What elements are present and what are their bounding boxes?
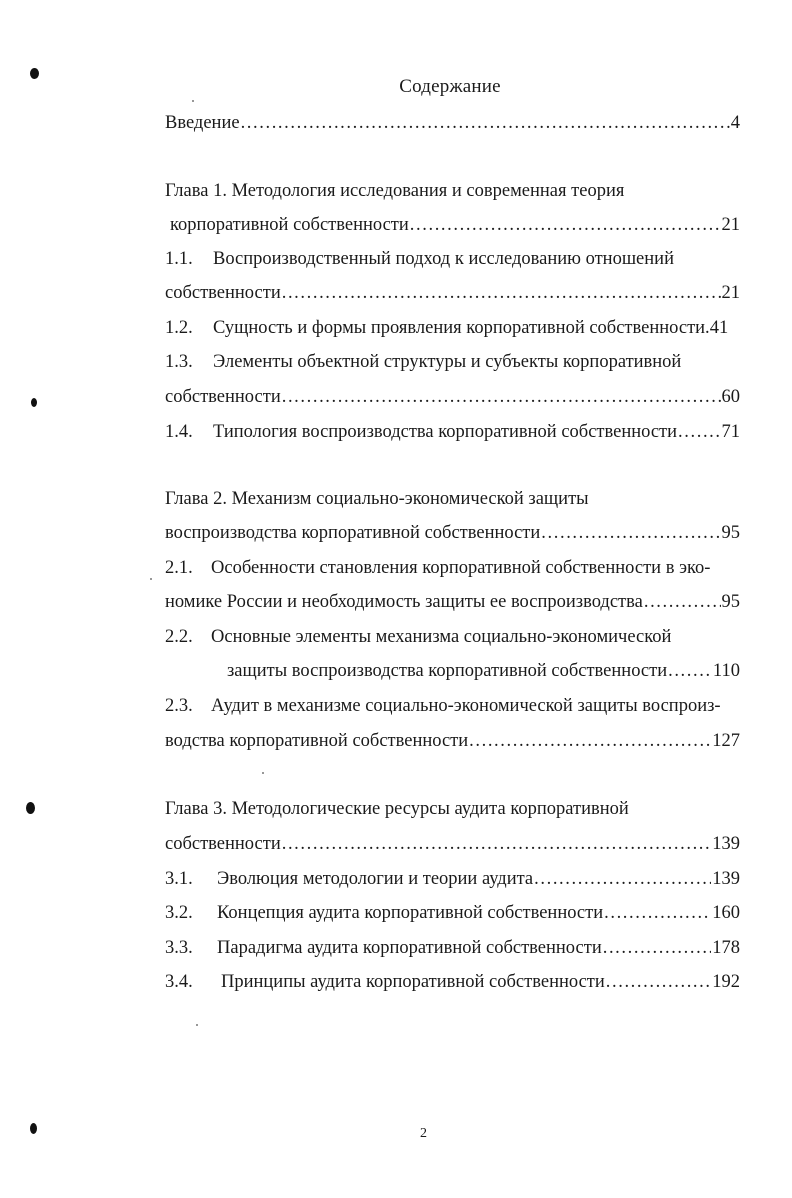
page-ref: 21 — [721, 283, 740, 303]
section-number: 2.2. — [165, 627, 193, 647]
toc-entry-1-2 — [165, 315, 728, 341]
page-ref: 71 — [721, 422, 740, 442]
dot-leader — [606, 969, 711, 995]
entry-text: Принципы аудита корпоративной собственности — [221, 972, 605, 992]
entry-text: собственности — [165, 387, 281, 407]
dot-leader — [469, 728, 711, 754]
dot-leader — [410, 212, 721, 238]
page-ref: 95 — [721, 523, 740, 543]
page-ref: 21 — [721, 215, 740, 235]
section-number: 1.1. — [165, 249, 193, 269]
dot-leader — [644, 589, 721, 615]
entry-text: водства корпоративной собственности — [165, 731, 469, 751]
dot-leader — [604, 900, 711, 926]
entry-text: Воспроизводственный подход к исследованию отношений — [213, 249, 674, 269]
toc-entry-3-2 — [165, 900, 740, 926]
chapter-2-title: Глава 2. Механизм социально-экономической защиты — [165, 489, 589, 509]
entry-text: корпоративной собственности — [170, 215, 409, 235]
toc-entry-3-1 — [165, 866, 740, 892]
section-number: 1.2. — [165, 318, 193, 338]
entry-text: воспроизводства корпоративной собственности — [165, 523, 541, 543]
section-number: 1.3. — [165, 352, 193, 372]
dot-leader — [603, 935, 712, 961]
page-number: 2 — [420, 1126, 427, 1141]
scan-dot — [192, 100, 194, 102]
scan-speck — [26, 802, 35, 814]
dot-leader — [541, 520, 720, 546]
entry-text: защиты воспроизводства корпоративной собственности — [227, 661, 668, 681]
entry-text: Аудит в механизме социально-экономической защиты воспроиз- — [211, 696, 721, 716]
toc-entry-2-1-first-line — [165, 555, 710, 581]
dot-leader — [282, 280, 721, 306]
scan-speck — [30, 68, 39, 79]
toc-entry-1-3 — [165, 384, 740, 410]
dot-leader — [241, 110, 730, 136]
entry-text: Сущность и формы проявления корпоративной собственности. — [213, 318, 710, 338]
toc-entry-1-1 — [165, 280, 740, 306]
entry-text: собственности — [165, 283, 281, 303]
entry-text: Особенности становления корпоративной собственности в эко- — [211, 558, 711, 578]
page-ref: 192 — [712, 972, 740, 992]
toc-title: Содержание — [399, 76, 501, 97]
page-ref: 139 — [712, 834, 740, 854]
dot-leader — [282, 831, 712, 857]
scan-speck — [30, 1123, 37, 1134]
section-number: 3.2. — [165, 903, 193, 923]
entry-text: Парадигма аудита корпоративной собственности — [217, 938, 602, 958]
toc-entry-1-1-first-line — [165, 246, 674, 272]
entry-text: номике России и необходимость защиты ее воспроизводства — [165, 592, 643, 612]
chapter-1-title: Глава 1. Методология исследования и современная теория — [165, 181, 625, 201]
page-ref: 60 — [721, 387, 740, 407]
scan-dot — [262, 772, 264, 774]
scan-dot — [196, 1024, 198, 1026]
scan-speck — [31, 398, 37, 407]
toc-entry-2-1 — [165, 589, 740, 615]
chapter-3-title: Глава 3. Методологические ресурсы аудита корпоративной — [165, 799, 629, 819]
toc-entry-chapter-3 — [165, 831, 740, 857]
section-number: 3.3. — [165, 938, 193, 958]
page-ref: 4 — [730, 113, 740, 133]
dot-leader — [668, 658, 712, 684]
entry-text: Эволюция методологии и теории аудита — [217, 869, 534, 889]
toc-entry-3-4 — [165, 969, 740, 995]
toc-entry-2-3-first-line — [165, 693, 721, 719]
page-ref: 139 — [712, 869, 740, 889]
dot-leader — [534, 866, 711, 892]
entry-text: Типология воспроизводства корпоративной собственности — [213, 422, 678, 442]
toc-entry-2-2-first-line — [165, 624, 671, 650]
entry-text: Концепция аудита корпоративной собственности — [217, 903, 604, 923]
toc-entry-chapter-1 — [170, 212, 740, 238]
toc-entry-1-4 — [165, 419, 740, 445]
page-ref: 95 — [721, 592, 740, 612]
dot-leader — [678, 419, 720, 445]
toc-entry-1-3-first-line — [165, 349, 681, 375]
toc-entry-3-3 — [165, 935, 740, 961]
entry-text: Основные элементы механизма социально-экономической — [211, 627, 672, 647]
entry-text: собственности — [165, 834, 281, 854]
toc-entry-introduction — [165, 110, 740, 136]
scan-dot — [150, 578, 152, 580]
page-ref: 178 — [712, 938, 740, 958]
entry-text: Введение — [165, 113, 240, 133]
page-ref: 160 — [712, 903, 740, 923]
toc-entry-2-2 — [227, 658, 740, 684]
toc-entry-chapter-2 — [165, 520, 740, 546]
section-number: 2.3. — [165, 696, 193, 716]
page-ref: 110 — [712, 661, 740, 681]
section-number: 3.1. — [165, 869, 193, 889]
page-ref: 127 — [712, 731, 740, 751]
section-number: 2.1. — [165, 558, 193, 578]
section-number: 3.4. — [165, 972, 193, 992]
section-number: 1.4. — [165, 422, 193, 442]
dot-leader — [282, 384, 721, 410]
toc-entry-2-3 — [165, 728, 740, 754]
page-ref: 41 — [709, 318, 729, 338]
entry-text: Элементы объектной структуры и субъекты корпоративной — [213, 352, 682, 372]
